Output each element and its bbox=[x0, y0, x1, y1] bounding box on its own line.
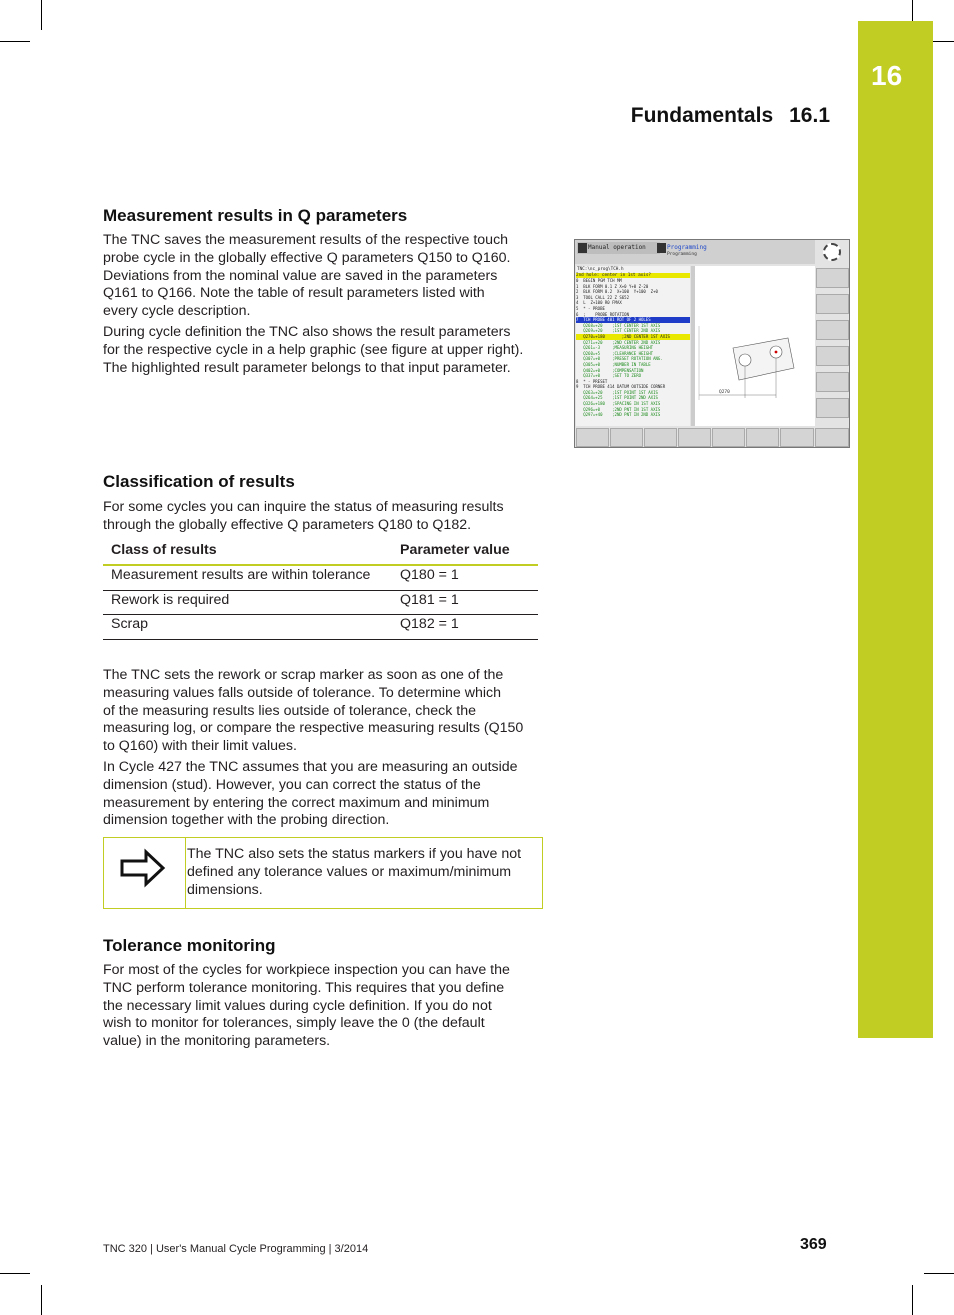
mode-label: Manual operation bbox=[588, 244, 646, 251]
program-line: Q326=+180 ;SPACING IN 1ST AXIS bbox=[576, 401, 661, 407]
softkey-right[interactable] bbox=[816, 398, 849, 418]
results-table bbox=[103, 541, 538, 640]
text-line: every cycle description. bbox=[103, 303, 251, 320]
program-line: 8 * - PRESET bbox=[576, 378, 608, 384]
table-cell: Q180 = 1 bbox=[392, 565, 538, 590]
arrow-right-icon bbox=[120, 848, 166, 888]
program-line: 9 TCH PROBE 414 DATUM OUTSIDE CORNER bbox=[576, 384, 666, 390]
program-line: Q269=+20 ;1ST CENTER 2ND AXIS bbox=[576, 328, 661, 334]
softkey-bottom[interactable] bbox=[644, 428, 677, 447]
column-header: Parameter value bbox=[392, 541, 538, 565]
softkey-bottom[interactable] bbox=[610, 428, 643, 447]
text-line: During cycle definition the TNC also shows the result parameters bbox=[103, 324, 511, 340]
section-number: 16.1 bbox=[789, 104, 830, 127]
crop-mark bbox=[924, 1273, 954, 1274]
note-box bbox=[103, 837, 543, 909]
program-line: Q307=+0 ;PRESET ROTATION ANG. bbox=[576, 356, 663, 362]
workpiece-shape bbox=[733, 338, 794, 380]
tnc-screenshot bbox=[574, 239, 850, 448]
paragraph bbox=[103, 962, 548, 1051]
text-line: wish to monitor for tolerances, simply leave the 0 (the default bbox=[103, 1015, 485, 1032]
program-line: Q271=+20 ;2ND CENTER 2ND AXIS bbox=[576, 339, 661, 345]
program-line: 4 L Z+100 R0 FMAX bbox=[576, 300, 622, 306]
softkey-bottom[interactable] bbox=[815, 428, 849, 447]
text-line: value) in the monitoring parameters. bbox=[103, 1033, 331, 1050]
help-graphic-svg bbox=[695, 266, 815, 426]
softkey-right[interactable] bbox=[816, 346, 849, 366]
table-cell: Rework is required bbox=[103, 590, 392, 615]
table-cell: Q181 = 1 bbox=[392, 590, 538, 615]
file-path: TNC:\nc_prog\TCH.h bbox=[577, 267, 624, 272]
program-line: 6 ; PROBE ROTATION bbox=[576, 311, 629, 317]
program-window bbox=[576, 266, 690, 426]
table-row bbox=[103, 565, 538, 590]
program-line: Q402=+0 ;COMPENSATION bbox=[576, 367, 644, 373]
text-line: probe cycle in the globally effective Q parameters Q150 to Q160. bbox=[103, 249, 511, 266]
page-number: 369 bbox=[800, 1236, 827, 1253]
program-line: Q297=+40 ;2ND PNT IN 2ND AXIS bbox=[576, 412, 661, 418]
crop-mark bbox=[912, 1285, 913, 1315]
footer-text: TNC 320 | User's Manual Cycle Programming | 3/2014 bbox=[103, 1243, 369, 1255]
chapter-number: 16 bbox=[871, 60, 903, 91]
column-header: Class of results bbox=[103, 541, 392, 565]
text-line: dimension (stud). However, you can correct the status of the bbox=[103, 776, 481, 793]
text-line: For some cycles you can inquire the status of measuring results bbox=[103, 499, 504, 515]
table-header-row bbox=[103, 541, 538, 565]
text-line: through the globally effective Q parameters Q180 to Q182. bbox=[103, 516, 472, 533]
text-line: defined any tolerance values or maximum/minimum bbox=[187, 863, 512, 880]
table-row bbox=[103, 615, 538, 640]
text-line: to Q160) with their limit values. bbox=[103, 738, 297, 755]
text-line: The TNC saves the measurement results of the respective touch bbox=[103, 232, 509, 248]
chapter-tab bbox=[858, 21, 933, 1038]
paragraph bbox=[103, 324, 548, 377]
text-line: For most of the cycles for workpiece inspection you can have the bbox=[103, 962, 510, 978]
program-line: Q268=+20 ;1ST CENTER 1ST AXIS bbox=[576, 322, 661, 328]
program-line: Q260=+5 ;CLEARANCE HEIGHT bbox=[576, 350, 654, 356]
crop-mark bbox=[41, 0, 42, 30]
softkey-bottom[interactable] bbox=[746, 428, 779, 447]
note-text bbox=[187, 846, 537, 899]
text-line: The TNC also sets the status markers if you have not bbox=[187, 846, 522, 862]
mode-sub-label: Programming bbox=[667, 252, 697, 257]
program-lines bbox=[576, 278, 690, 418]
chapter-title: Fundamentals bbox=[630, 104, 774, 127]
heading-classification: Classification of results bbox=[103, 472, 295, 491]
text-line: TNC perform tolerance monitoring. This requires that you define bbox=[103, 979, 505, 996]
manual-icon bbox=[578, 243, 587, 253]
running-head bbox=[631, 104, 830, 128]
text-line: the necessary limit values during cycle definition. If you do not bbox=[103, 997, 492, 1014]
program-line: Q264=+25 ;1ST POINT 2ND AXIS bbox=[576, 395, 658, 401]
text-line: In Cycle 427 the TNC assumes that you are measuring an outside bbox=[103, 759, 518, 775]
paragraph bbox=[103, 232, 543, 321]
heading-tolerance: Tolerance monitoring bbox=[103, 936, 276, 955]
text-line: Q161 to Q166. Note the table of result parameters listed with bbox=[103, 285, 485, 302]
program-line: Q305=+0 ;NUMBER IN TABLE bbox=[576, 361, 651, 367]
softkey-bottom[interactable] bbox=[780, 428, 814, 447]
program-line: 5 * - PROBE bbox=[576, 305, 605, 311]
program-line: 3 TOOL CALL 22 Z S652 bbox=[576, 294, 629, 300]
program-line: Q263=+20 ;1ST POINT 1ST AXIS bbox=[576, 389, 658, 395]
crop-mark bbox=[0, 41, 30, 42]
paragraph bbox=[103, 667, 548, 756]
softkey-bottom[interactable] bbox=[576, 428, 609, 447]
crop-mark bbox=[41, 1285, 42, 1315]
softkey-bottom[interactable] bbox=[712, 428, 745, 447]
paragraph bbox=[103, 759, 548, 830]
text-line: measurement by entering the correct maximum and minimum bbox=[103, 794, 490, 811]
help-graphic bbox=[695, 266, 815, 426]
program-line: Q337=+0 ;SET TO ZERO bbox=[576, 373, 642, 379]
text-line: of the measuring results lies outside of tolerance, check the bbox=[103, 702, 477, 719]
softkey-right[interactable] bbox=[816, 320, 849, 340]
program-line: 2 BLK FORM 0.2 X+100 Y+100 Z+0 bbox=[576, 289, 658, 295]
text-line: Deviations from the nominal value are saved in the parameters bbox=[103, 267, 498, 284]
text-line: measuring log, or compare the respective measuring results (Q150 bbox=[103, 720, 524, 737]
programming-icon bbox=[657, 243, 666, 253]
table-cell: Measurement results are within tolerance bbox=[103, 565, 392, 590]
softkey-right[interactable] bbox=[816, 372, 849, 392]
text-line: for the respective cycle in a help graphic (see figure at upper right). bbox=[103, 341, 524, 358]
text-line: dimensions. bbox=[187, 881, 263, 898]
screen-header bbox=[575, 240, 815, 264]
paragraph bbox=[103, 499, 543, 535]
program-line: 0 BEGIN PGM TCH MM bbox=[576, 278, 622, 283]
program-line: 1 BLK FORM 0.1 Z X+0 Y+0 Z-20 bbox=[576, 283, 649, 289]
text-line: The highlighted result parameter belongs to that input parameter. bbox=[103, 359, 511, 376]
softkey-bottom[interactable] bbox=[678, 428, 711, 447]
text-line: dimension together with the probing direction. bbox=[103, 812, 390, 829]
dialog-question: 2nd hole: center in 1st axis? bbox=[576, 273, 690, 278]
dimension-label: Q270 bbox=[719, 390, 730, 395]
table-row bbox=[103, 590, 538, 615]
program-line: Q261=-3 ;MEASURING HEIGHT bbox=[576, 345, 654, 351]
program-line: Q296=+0 ;2ND PNT IN 1ST AXIS bbox=[576, 406, 661, 412]
gear-icon bbox=[823, 243, 841, 261]
crop-mark bbox=[0, 1273, 30, 1274]
table-cell: Q182 = 1 bbox=[392, 615, 538, 640]
mode-manual-operation bbox=[577, 242, 660, 254]
softkey-right[interactable] bbox=[816, 294, 849, 314]
mode-label: Programming bbox=[667, 244, 707, 251]
softkey-right[interactable] bbox=[816, 268, 849, 288]
program-line: Q270=+180 ;2ND CENTER 1ST AXIS bbox=[576, 334, 690, 340]
text-line: The TNC sets the rework or scrap marker as soon as one of the bbox=[103, 667, 504, 683]
note-divider bbox=[185, 838, 186, 908]
table-cell: Scrap bbox=[103, 615, 392, 640]
program-line: 7 TCH PROBE 401 ROT OF 2 HOLES bbox=[576, 317, 690, 323]
heading-measurement: Measurement results in Q parameters bbox=[103, 206, 408, 225]
text-line: measuring values falls outside of tolerance. To determine which bbox=[103, 684, 501, 701]
